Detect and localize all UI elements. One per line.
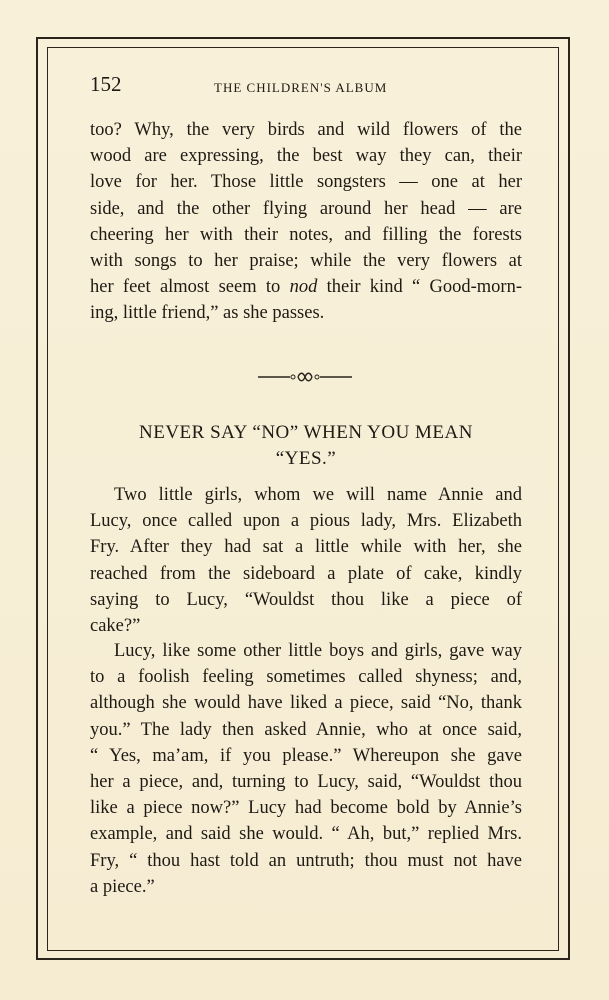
story-paragraph-1 <box>90 482 522 639</box>
story-paragraph-2 <box>90 638 522 900</box>
text-line: cheering her with their notes, and filling the forests <box>90 224 522 245</box>
text-line: her a piece, and, turning to Lucy, said, “Wouldst thou <box>90 772 522 793</box>
text-line: with songs to her praise; while the very flowers at <box>90 251 522 272</box>
story-title <box>90 420 522 472</box>
text-line: you.” The lady then asked Annie, who at once said, <box>90 719 522 740</box>
text-line: ing, little friend,” as she passes. <box>90 303 325 324</box>
text-line: side, and the other flying around her head — are <box>90 198 522 219</box>
text-line: like a piece now?” Lucy had become bold by Annie’s <box>90 798 522 819</box>
text-line: example, and said she would. “ Ah, but,” replied Mrs. <box>90 824 522 845</box>
text-line: reached from the sideboard a plate of cake, kindly <box>90 563 522 584</box>
story-title-line1: NEVER SAY “NO” WHEN YOU MEAN <box>139 422 473 443</box>
text-line: Lucy, like some other little boys and girls, gave way <box>114 641 522 661</box>
book-title: THE CHILDREN'S ALBUM <box>214 80 388 95</box>
running-head <box>90 72 528 102</box>
text-line: Fry. After they had sat a little while with her, she <box>90 537 522 558</box>
text-line: Two little girls, whom we will name Annie and <box>114 485 522 505</box>
continued-paragraph <box>90 117 522 327</box>
text-line: Lucy, once called upon a pious lady, Mrs. Elizabeth <box>90 511 522 532</box>
text-line: love for her. Those little songsters — one at her <box>90 172 522 193</box>
text-line: “ Yes, ma’am, if you please.” Whereupon she gave <box>90 745 522 766</box>
text-line: too? Why, the very birds and wild flowers of the <box>90 120 522 140</box>
page-number: 152 <box>90 72 122 96</box>
text-line: wood are expressing, the best way they can, their <box>90 146 522 167</box>
text-line: to a foolish feeling sometimes called shyness; and, <box>90 667 522 688</box>
text-line: saying to Lucy, “Wouldst thou like a piece of <box>90 589 522 610</box>
text-line: a piece.” <box>90 876 155 897</box>
emphasized-word: nod <box>289 277 318 298</box>
story-title-line2: “YES.” <box>275 448 337 469</box>
text-line: cake?” <box>90 616 141 637</box>
text-line: Fry, “ thou hast told an untruth; thou must not have <box>90 850 522 871</box>
text-line-with-emphasis: her feet almost seem to nod their kind “ Good-morn- <box>90 277 522 298</box>
section-divider-ornament <box>258 370 352 384</box>
text-line: although she would have liked a piece, said “No, thank <box>90 693 522 714</box>
